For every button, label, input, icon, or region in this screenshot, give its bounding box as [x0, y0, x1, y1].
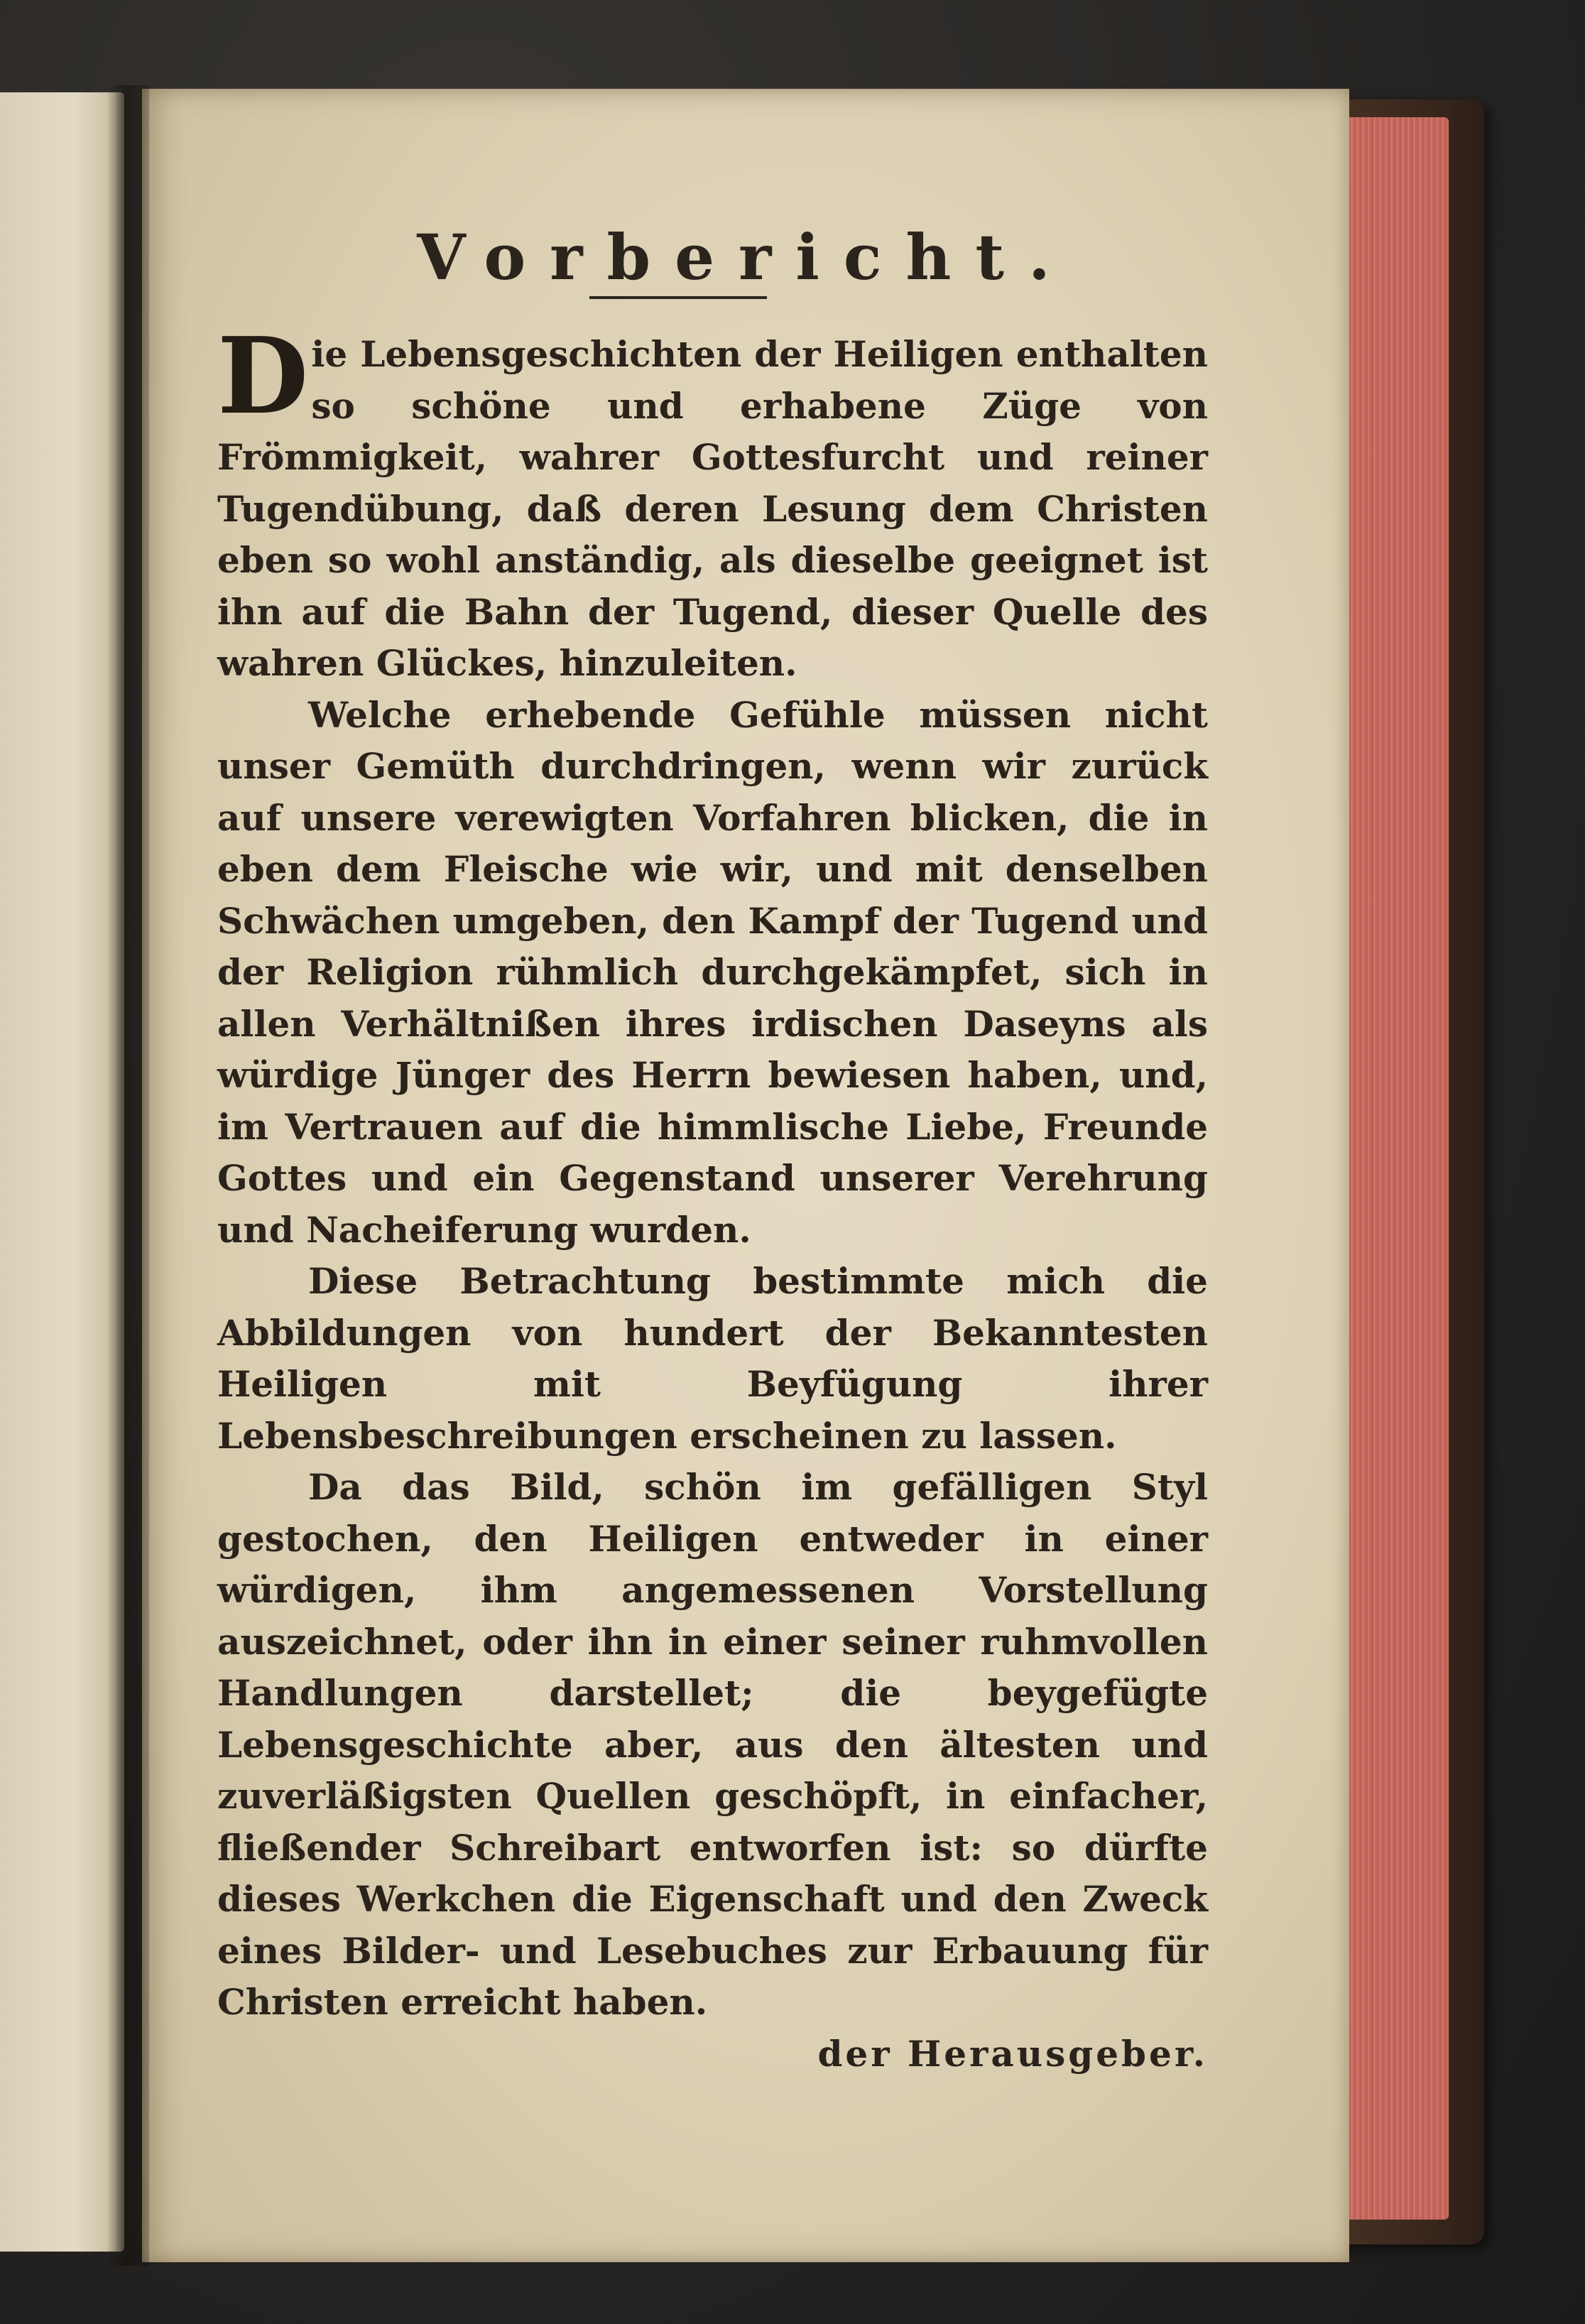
paragraph-4: Da das Bild, schön im gefälligen Styl gestochen, den Heiligen entweder in einer würdigen, ihm angemessenen Vorstellung auszeichnet, oder ihn in einer seiner ruhmvollen Handlungen darstellet; die beygefügte Lebensgeschichte aber, aus den ältesten und zuverläßigsten Quellen geschöpft, in einfacher, fließender Schreibart entworfen ist: so dürfte dieses Werkchen die Eigenschaft und den Zweck eines Bilder- und Lesebuches zur Erbauung für Christen erreicht haben. [217, 1466, 1208, 2023]
paragraph-1-text: ie Lebensgeschichten der Heiligen enthalten so schöne und erhabene Züge von Frömmigkeit, wahrer Gottesfurcht und reiner Tugendübung, daß deren Lesung dem Christen eben so wohl anständig, als dieselbe geeignet ist ihn auf die Bahn der Tugend, dieser Quelle des wahren Glückes, hinzuleiten. [217, 333, 1208, 684]
page-edges [1342, 117, 1449, 2220]
paragraph-2: Welche erhebende Gefühle müssen nicht unser Gemüth durchdringen, wenn wir zurück auf unsere verewigten Vorfahren blicken, die in eben dem Fleische wie wir, und mit denselben Schwächen umgeben, den Kampf der Tugend und der Religion rühmlich durchgekämpfet, sich in allen Verhältnißen ihres irdischen Daseyns als würdige Jünger des Herrn bewiesen haben, und, im Vertrauen auf die himmlische Liebe, Freunde Gottes und ein Gegenstand unserer Verehrung und Nacheiferung wurden. [217, 693, 1208, 1251]
drop-cap: D [217, 314, 309, 438]
paragraph-1 [217, 314, 1208, 690]
title-rule [589, 296, 767, 299]
left-page-edge [0, 92, 124, 2252]
book-gutter-shadow [107, 85, 149, 2266]
signature: der Herausgeber. [817, 2032, 1208, 2075]
paragraph-3: Diese Betrachtung bestimmte mich die Abbildungen von hundert der Bekanntesten Heiligen mit Beyfügung ihrer Lebensbeschreibungen erscheinen zu lassen. [217, 1260, 1208, 1457]
book-page [142, 89, 1349, 2262]
body-text [217, 314, 1208, 2080]
page-title: Vorbericht. [417, 220, 1074, 294]
